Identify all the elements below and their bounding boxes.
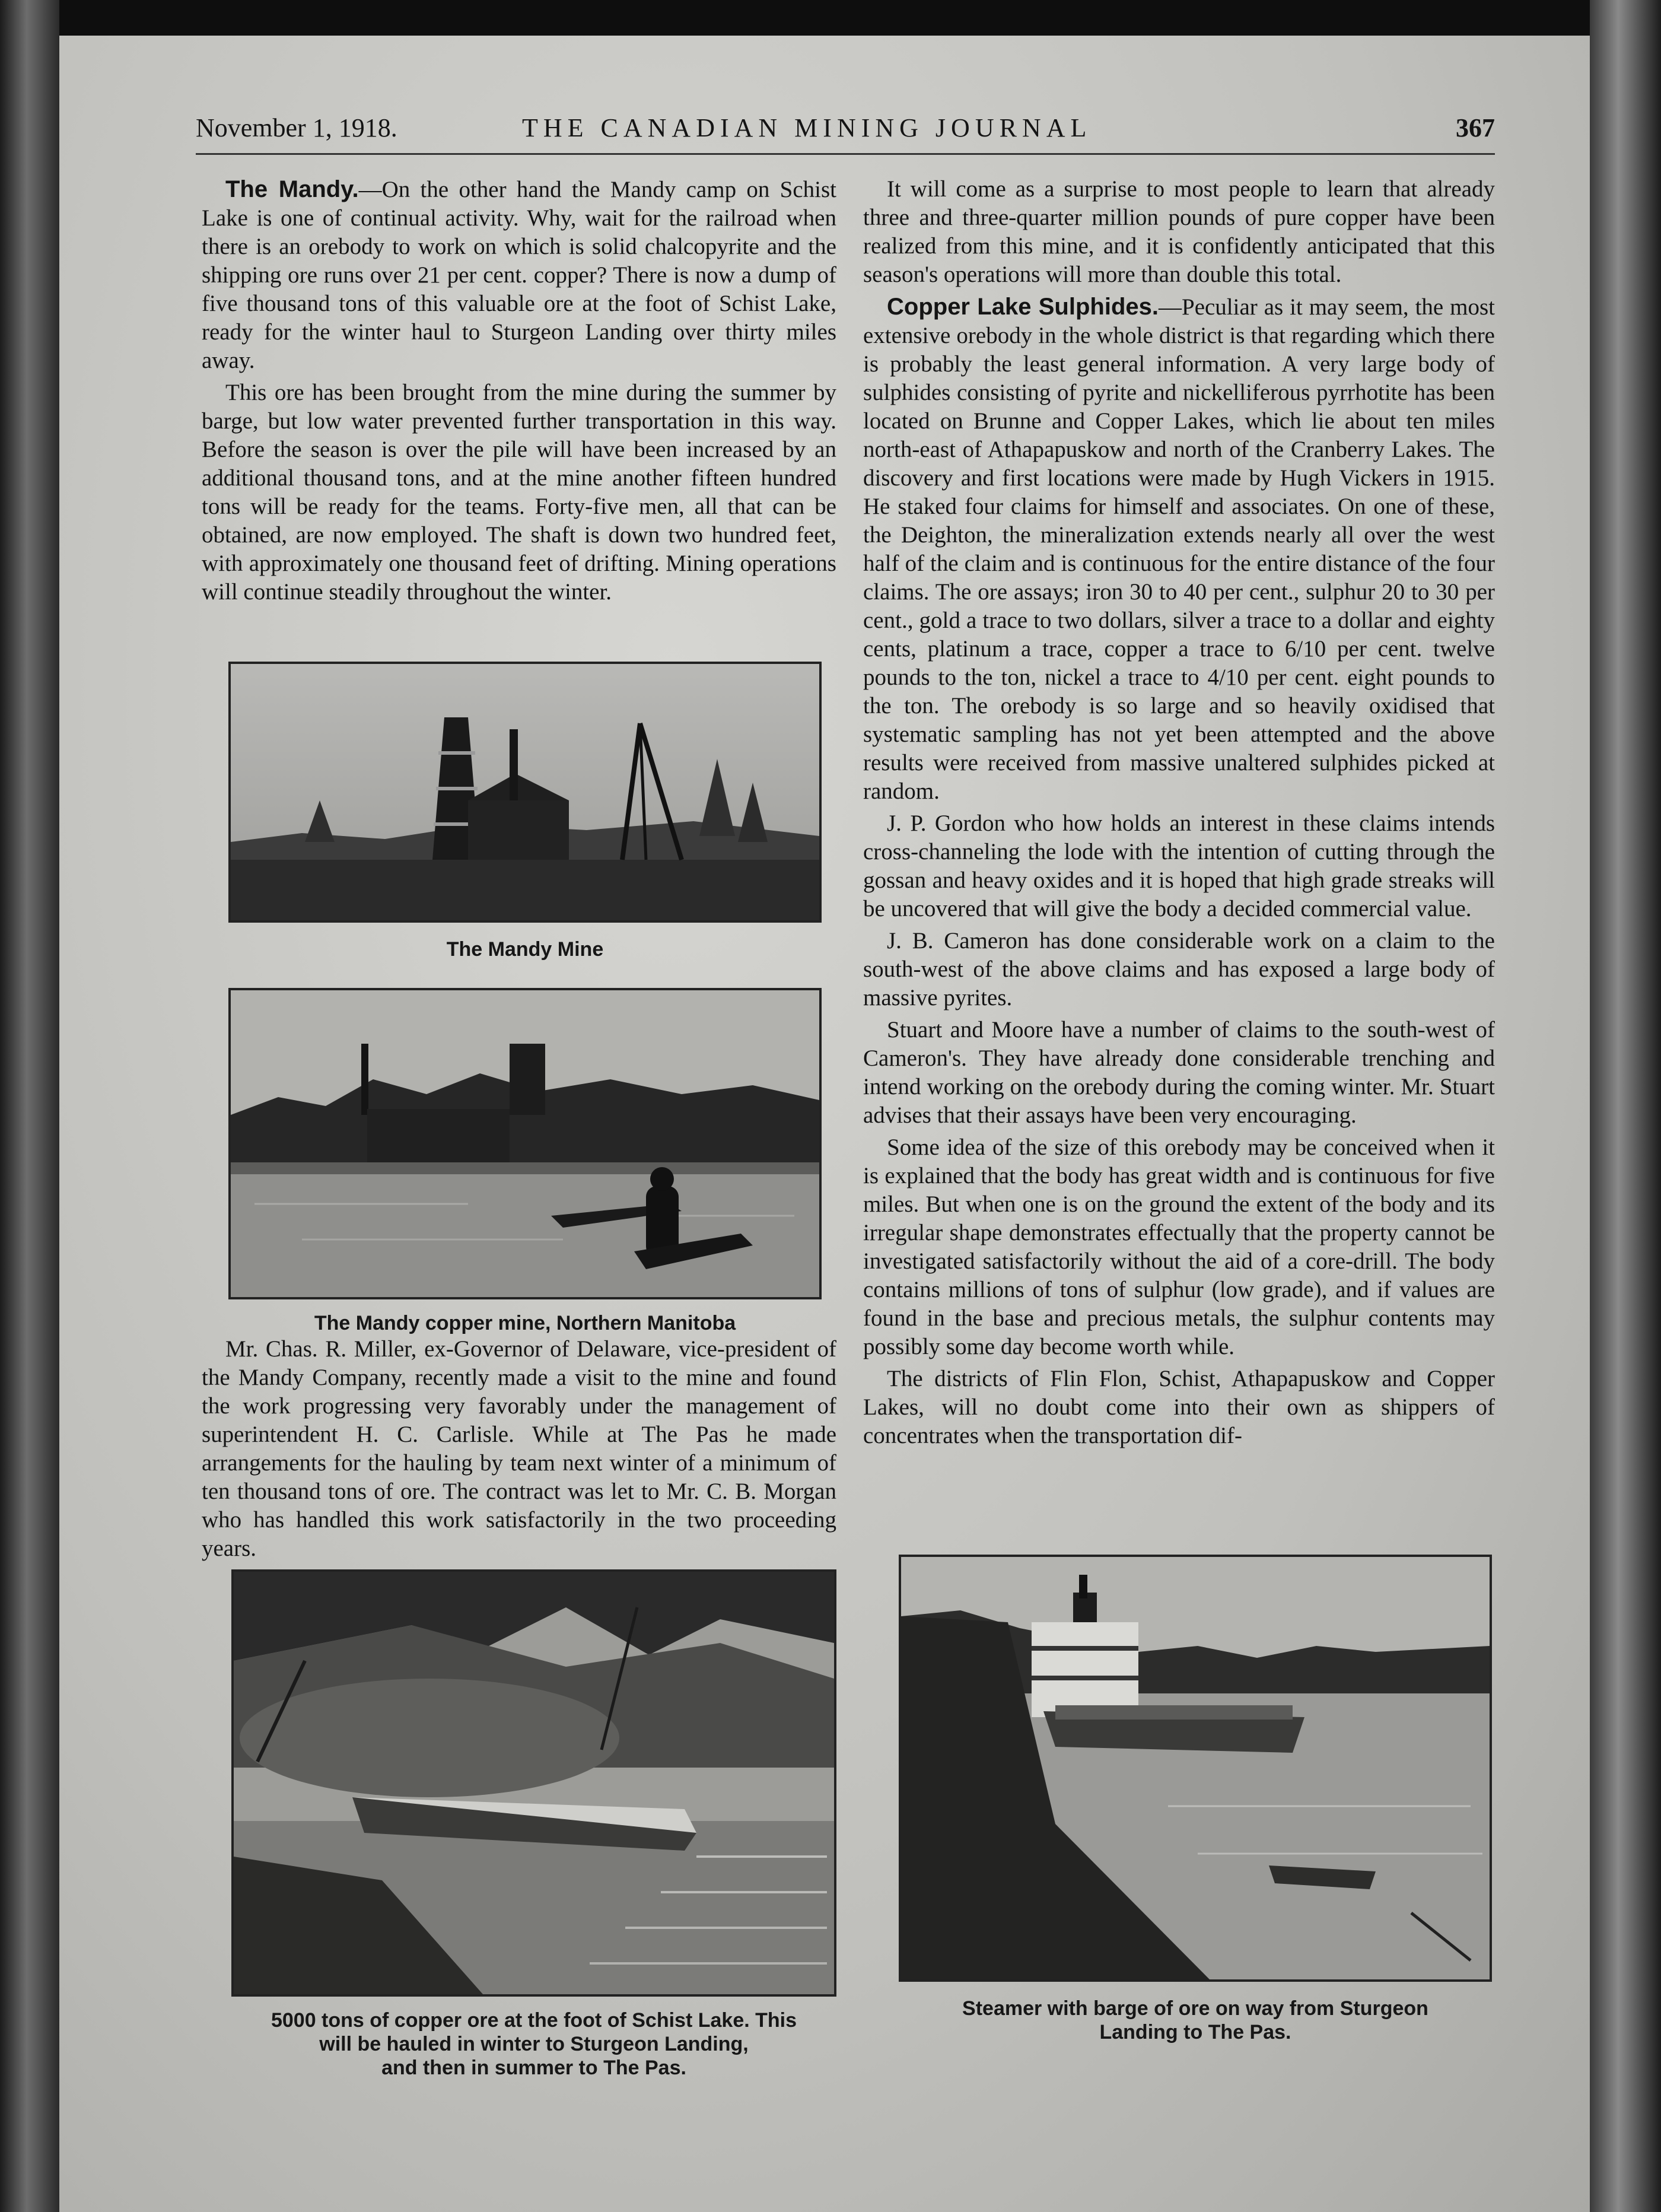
photo-steamer-with-barge [899, 1555, 1492, 1982]
book-spine-left [0, 0, 59, 2212]
paragraph: The districts of Flin Flon, Schist, Athapapuskow and Copper Lakes, will no doubt come into their own as shippers of concentrates when the transportation dif- [863, 1366, 1495, 1448]
header-date: November 1, 1918. [196, 113, 397, 142]
run-in-heading: Copper Lake Sulphides. [887, 294, 1159, 320]
photo-ore-pile-schist-lake [231, 1569, 836, 1997]
caption-photo-4: Steamer with barge of ore on way from Sturgeon Landing to The Pas. [962, 1997, 1428, 2043]
run-in-heading: The Mandy. [225, 176, 359, 202]
right-column [863, 175, 1495, 1454]
photo-mandy-mine [228, 662, 822, 923]
photo-ore-pile-image [234, 1572, 834, 1994]
paragraph-the-mandy: The Mandy.—On the other hand the Mandy camp on Schist Lake is one of continual activity. Why, wait for the railroad when there is an orebody to work on which is solid chalcopyrite and the shipping ore runs over 21 per cent. copper? There is now a dump of five thousand tons of this valuable ore at the foot of Schist Lake, ready for the winter haul to Sturgeon Landing over thirty miles away. [202, 176, 836, 373]
left-column-top [202, 175, 836, 610]
photo-mandy-copper-mine-image [231, 990, 819, 1297]
header-rule [196, 153, 1495, 155]
paragraph: Mr. Chas. R. Miller, ex-Governor of Delaware, vice-president of the Mandy Company, recently made a visit to the mine and found the work progressing very favorably under the management of superintendent H. C. Carlisle. While at The Pas he made arrangements for the hauling by team next winter of a minimum of ten thousand tons of ore. The contract was let to Mr. C. B. Morgan who has handled this work satisfactorily in the two proceeding years. [202, 1336, 836, 1561]
running-header [136, 113, 1495, 154]
paragraph: J. B. Cameron has done considerable work on a claim to the south-west of the above claims and has exposed a large body of massive pyrites. [863, 928, 1495, 1010]
book-spine-right [1590, 0, 1661, 2212]
paragraph: J. P. Gordon who how holds an interest in these claims intends cross-channeling the lode with the intention of cutting through the gossan and heavy oxides and it is hoped that high grade streaks will be uncovered that will give the body a decided commercial value. [863, 811, 1495, 921]
paragraph: It will come as a surprise to most people to learn that already three and three-quarter million pounds of pure copper have been realized from this mine, and it is confidently anticipated that this season's operations will more than double this total. [863, 176, 1495, 287]
left-column-bottom [202, 1335, 836, 1566]
photo-steamer-image [901, 1557, 1490, 1979]
caption-photo-1: The Mandy Mine [446, 938, 604, 961]
photo-mandy-copper-mine [228, 988, 822, 1299]
paragraph: Some idea of the size of this orebody may be conceived when it is explained that the body has great width and is continuous for five miles. But when one is on the ground the extent of the body and its irregular shape demonstrates effectually that the property cannot be investigated satisfactorily without the aid of a core-drill. The body contains millions of tons of sulphur (low grade), and if values are found in the base and precious metals, the sulphur contents may possibly some day become worth while. [863, 1134, 1495, 1359]
photo-mandy-mine-image [231, 664, 819, 920]
caption-photo-3: 5000 tons of copper ore at the foot of Schist Lake. This will be hauled in winter to Sturgeon Landing, and then in summer to The Pas. [271, 2009, 797, 2079]
caption-photo-2: The Mandy copper mine, Northern Manitoba [314, 1312, 736, 1334]
paragraph: This ore has been brought from the mine during the summer by barge, but low water prevented further transportation in this way. Before the season is over the pile will have been increased by an additional thousand tons, and at the mine another fifteen hundred tons will be ready for the teams. Forty-five men, all that can be obtained, are now employed. The shaft is down two hundred feet, with approximately one thousand feet of drifting. Mining operations will continue steadily throughout the winter. [202, 380, 836, 605]
paragraph: Stuart and Moore have a number of claims to the south-west of Cameron's. They have already done considerable trenching and intend working on the orebody during the coming winter. Mr. Stuart advises that their assays have been very encouraging. [863, 1017, 1495, 1128]
header-page-number: 367 [1456, 113, 1495, 142]
header-journal-title: THE CANADIAN MINING JOURNAL [522, 113, 1092, 142]
paragraph-copper-lake-sulphides: Copper Lake Sulphides.—Peculiar as it may seem, the most extensive orebody in the whole district is that regarding which there is probably the least general information. A very large body of sulphides consisting of pyrite and nickelliferous pyrrhotite has been located on Brunne and Copper Lakes, which lie about ten miles north-east of Athapapuskow and north of the Cranberry Lakes. The discovery and first locations were made by Hugh Vickers in 1915. He staked four claims for himself and associates. On one of these, the Deighton, the mineralization extends nearly all over the west half of the claim and is continuous for the entire distance of the four claims. The ore assays; iron 30 to 40 per cent., sulphur 20 to 30 per cent., gold a trace to two dollars, silver a trace to a dollar and eighty cents, platinum a trace, copper a trace to 6/10 per cent. twelve pounds to the ton, nickel a trace to 4/10 per cent. eight pounds to the ton. The orebody is so large and so heavily oxidised that systematic sampling has not yet been attempted and the above results were received from massive unaltered sulphides picked at random. [863, 294, 1495, 804]
